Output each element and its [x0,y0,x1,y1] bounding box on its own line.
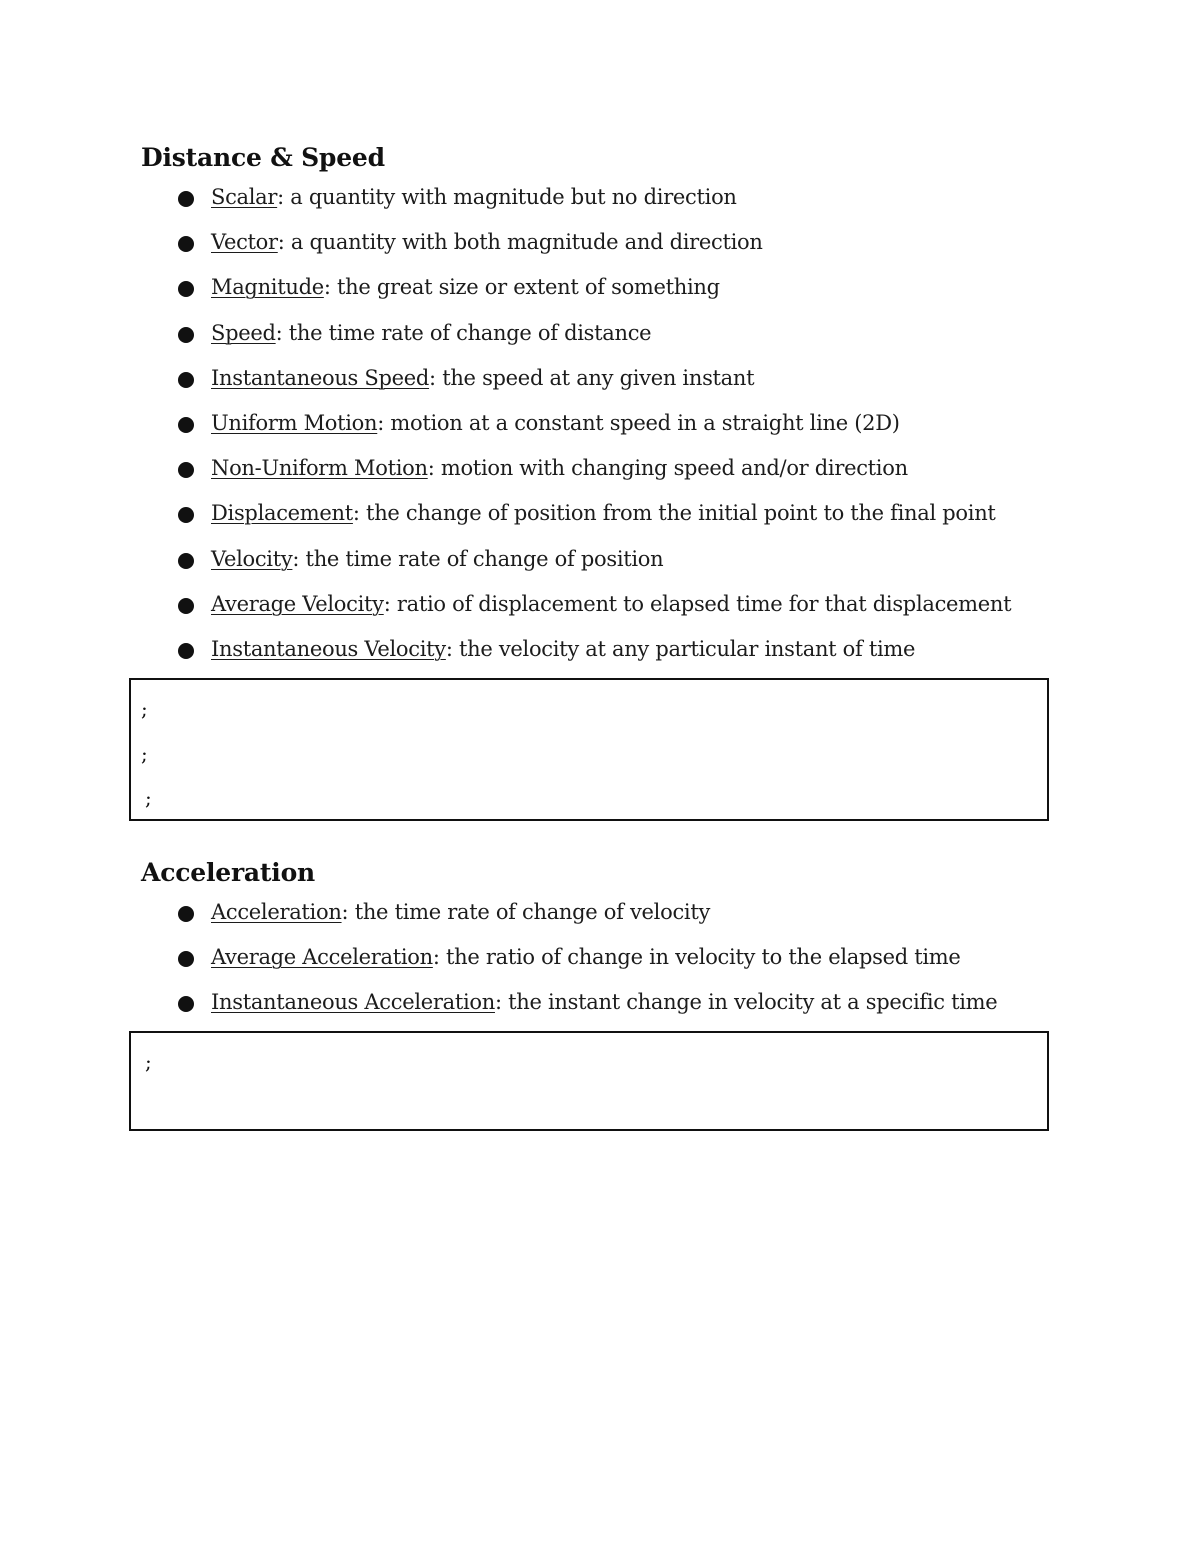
bullet-icon [178,906,194,922]
bullet-icon [178,417,194,433]
definition-text [211,410,900,436]
bullet-icon [178,643,194,659]
definition-text [211,899,710,925]
definition-text [211,184,737,210]
bullet-icon [178,951,194,967]
term-label: Average Acceleration [211,945,433,970]
bullet-icon [178,372,194,388]
bullet-icon [178,507,194,523]
bullet-icon [178,191,194,207]
notes-box [129,1031,1049,1131]
definition-text [211,546,663,572]
definition-body: : the change of position from the initial point to the final point [352,501,996,526]
term-label: Non-Uniform Motion [211,456,428,481]
definition-body: : the ratio of change in velocity to the elapsed time [432,945,961,970]
bullet-icon [178,327,194,343]
bullet-icon [178,553,194,569]
term-label: Displacement [211,501,353,526]
definition-body: : the time rate of change of position [292,546,664,571]
definition-body: : a quantity with magnitude but no direction [277,185,737,209]
definition-text [211,320,651,346]
definition-text [211,365,754,391]
term-label: Instantaneous Velocity [211,636,446,661]
definition-text [211,229,763,255]
definition-text [211,274,720,300]
box-line: ; [141,742,148,766]
box-line: ; [145,1050,152,1074]
notes-box [129,678,1049,821]
definition-body: : the speed at any given instant [429,365,755,390]
bullet-icon [178,236,194,252]
term-label: Speed [211,320,276,345]
term-label: Scalar [211,185,278,209]
term-label: Magnitude [211,275,324,300]
bullet-icon [178,996,194,1012]
bullet-icon [178,462,194,478]
term-label: Acceleration [211,900,342,924]
definition-body: : motion with changing speed and/or direction [427,456,908,481]
definition-text [211,500,996,526]
definition-body: : the great size or extent of something [323,275,720,300]
section-heading: Acceleration [141,858,316,887]
term-label: Instantaneous Speed [211,365,430,390]
bullet-icon [178,281,194,297]
term-label: Instantaneous Acceleration [211,990,495,1015]
definition-text [211,989,997,1015]
definition-body: : the time rate of change of distance [275,320,652,345]
term-label: Uniform Motion [211,410,378,435]
box-line: ; [141,697,148,721]
definition-body: : ratio of displacement to elapsed time for that displacement [383,591,1012,616]
definition-body: : a quantity with both magnitude and direction [277,230,763,255]
definition-text [211,591,1011,617]
section-heading: Distance & Speed [141,143,385,172]
term-label: Vector [211,230,278,255]
definition-body: : motion at a constant speed in a straight line (2D) [377,410,900,435]
term-label: Velocity [211,546,293,571]
definition-body: : the instant change in velocity at a specific time [494,990,998,1015]
box-line: ; [145,786,152,810]
term-label: Average Velocity [211,591,384,616]
definition-text [211,944,961,970]
definition-body: : the time rate of change of velocity [341,900,711,924]
definition-text [211,455,908,481]
definition-body: : the velocity at any particular instant of time [445,636,916,661]
definition-text [211,636,915,662]
bullet-icon [178,598,194,614]
